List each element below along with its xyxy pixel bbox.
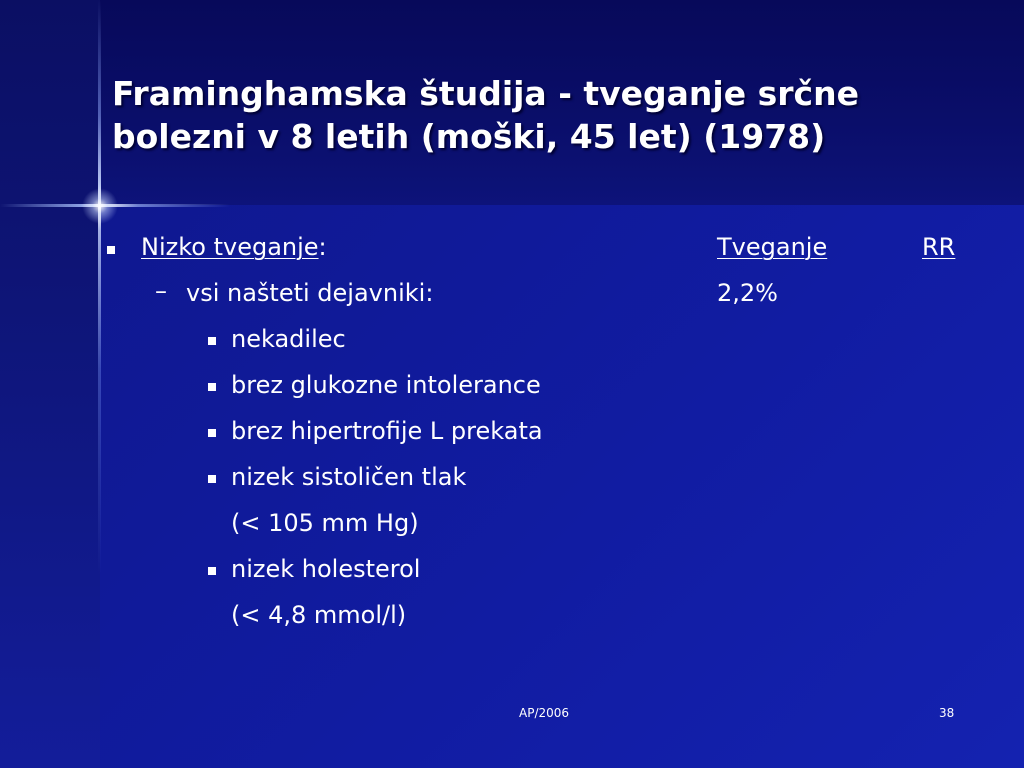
slide-title <box>112 72 992 158</box>
list-item: nizek sistoličen tlak <box>231 463 467 491</box>
bullet-square-icon <box>208 475 216 483</box>
left-strip <box>0 0 100 768</box>
bullet-square-icon <box>107 246 115 254</box>
list-item: brez hipertrofije L prekata <box>231 417 543 445</box>
footer-label: AP/2006 <box>519 706 570 720</box>
bullet-square-icon <box>208 429 216 437</box>
low-risk-label: Nizko tveganje <box>141 233 319 261</box>
bullet-square-icon <box>208 337 216 345</box>
light-flare-glow <box>82 188 118 224</box>
bullet-square-icon <box>208 383 216 391</box>
all-factors-label: vsi našteti dejavniki: <box>186 279 434 307</box>
list-item: nekadilec <box>231 325 346 353</box>
title-line-1: Framinghamska študija - tveganje srčne <box>112 74 859 113</box>
bullet-square-icon <box>208 567 216 575</box>
low-risk-colon: : <box>318 233 327 261</box>
dash-bullet-icon: – <box>155 277 167 305</box>
risk-value: 2,2% <box>717 279 778 307</box>
list-item: brez glukozne intolerance <box>231 371 541 399</box>
risk-column-header: Tveganje <box>717 233 828 261</box>
list-item-continuation: (< 105 mm Hg) <box>231 509 419 537</box>
title-line-2: bolezni v 8 letih (moški, 45 let) (1978) <box>112 117 826 156</box>
list-item-continuation: (< 4,8 mmol/l) <box>231 601 407 629</box>
page-number: 38 <box>939 706 955 720</box>
level1-label <box>141 232 327 262</box>
list-item: nizek holesterol <box>231 555 421 583</box>
light-flare-vertical <box>98 0 101 768</box>
rr-column-header: RR <box>922 233 956 261</box>
